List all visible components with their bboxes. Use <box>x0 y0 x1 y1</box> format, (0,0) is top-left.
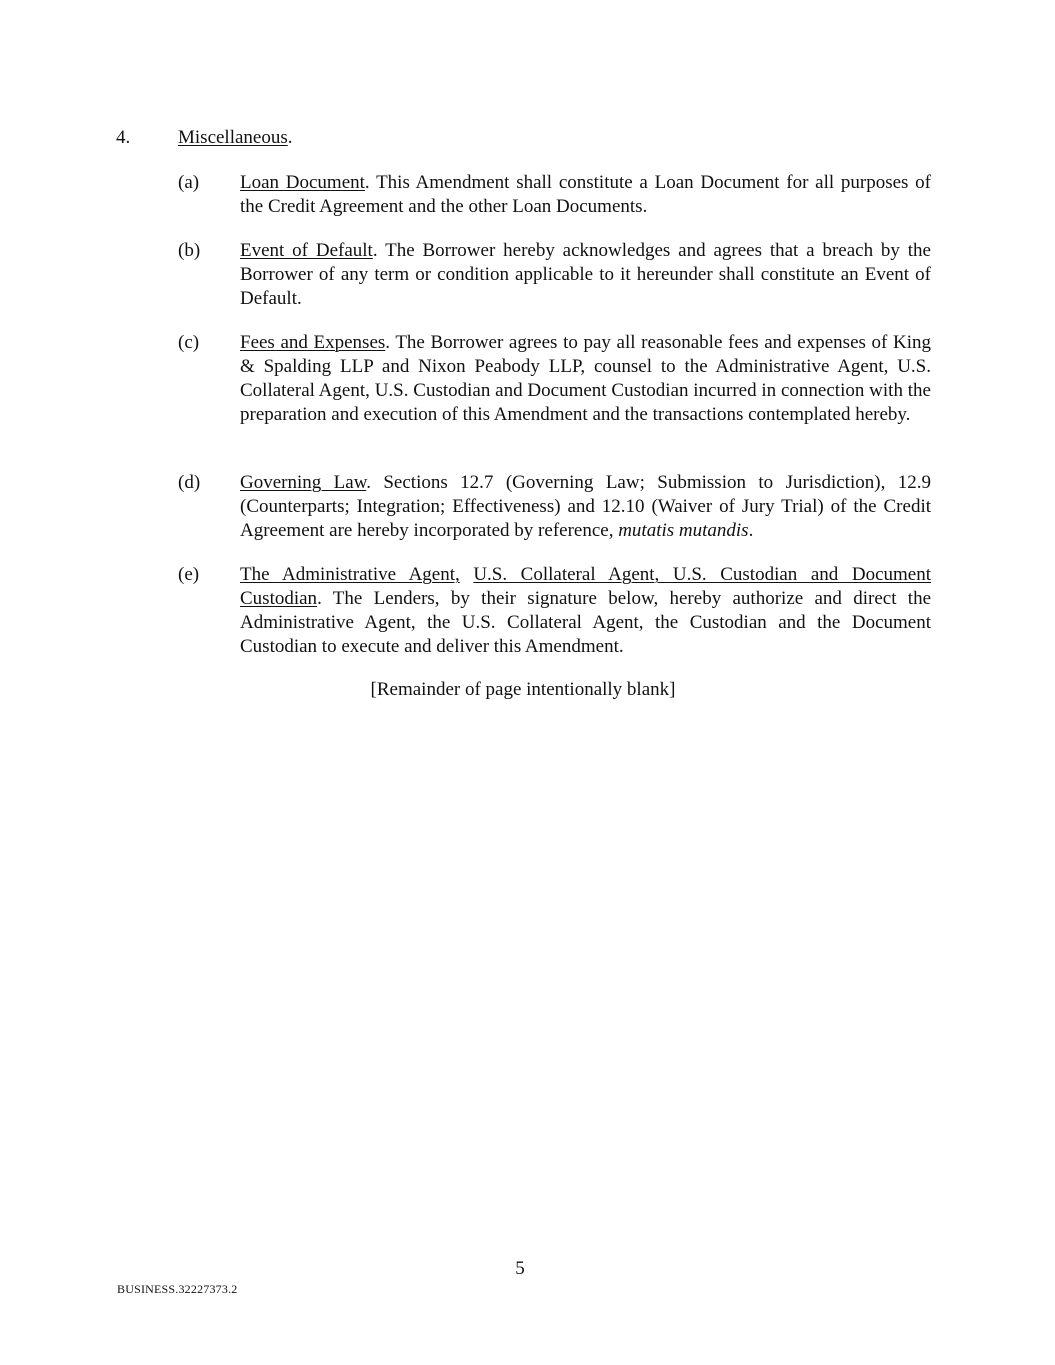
section-title: Miscellaneous <box>178 127 288 148</box>
clause-a <box>178 171 931 219</box>
clause-heading: Loan Document <box>240 172 365 193</box>
clause-text: . The Lenders, by their signature below, hereby authorize and direct the Administrative Agent, the U.S. Collateral Agent, the Custodian and the Document Custodian to execute and deliver this Amendment. <box>240 588 931 657</box>
clause-label: (a) <box>178 172 200 193</box>
clause-heading: Fees and Expenses <box>240 332 386 353</box>
clause-text: . This Amendment shall constitute a Loan Document for all purposes of the Credit Agreement and the other Loan Documents. <box>240 172 931 217</box>
clause-label: (b) <box>178 240 201 261</box>
clause-text: . Sections 12.7 (Governing Law; Submission to Jurisdiction), 12.9 (Counterparts; Integration; Effectiveness) and 12.10 (Waiver of Jury Trial) of the Credit Agreement are hereby incorporated by reference, <box>240 472 931 541</box>
clause-body <box>240 331 931 427</box>
clause-body <box>240 239 931 311</box>
clause-label: (e) <box>178 564 200 585</box>
clause-body <box>240 171 931 219</box>
clause-text: . The Borrower agrees to pay all reasonable fees and expenses of King & Spalding LLP and Nixon Peabody LLP, counsel to the Administrative Agent, U.S. Collateral Agent, U.S. Custodian and Document Custodian incurred in connection with the preparation and execution of this Amendment and the transactions contemplated hereby. <box>240 332 931 425</box>
section-title-suffix: . <box>287 127 293 148</box>
page-number: 5 <box>515 1258 525 1279</box>
clause-b <box>178 239 931 311</box>
clause-heading-continued: U.S. Collateral Agent, U.S. Custodian and Document Custodian <box>240 564 932 609</box>
clause-heading: Governing Law <box>240 472 367 493</box>
clause-italic-term: mutatis mutandis <box>618 520 749 541</box>
remainder-note: [Remainder of page intentionally blank] <box>370 679 676 700</box>
clause-text: . The Borrower hereby acknowledges and agrees that a breach by the Borrower of any term or condition applicable to it hereunder shall constitute an Event of Default. <box>240 240 931 309</box>
section-heading <box>116 126 293 150</box>
clause-body <box>240 471 931 543</box>
clause-label: (c) <box>178 332 200 353</box>
section-number: 4. <box>116 127 131 148</box>
clause-text-end: . <box>748 520 754 541</box>
clause-body <box>240 563 931 659</box>
clause-label: (d) <box>178 472 201 493</box>
clause-c <box>178 331 931 427</box>
clause-heading: Event of Default <box>240 240 373 261</box>
document-id-footer: BUSINESS.32227373.2 <box>117 1282 238 1296</box>
clause-heading: The Administrative Agent, <box>240 564 460 585</box>
clause-e <box>178 563 931 659</box>
clause-d <box>178 471 931 543</box>
